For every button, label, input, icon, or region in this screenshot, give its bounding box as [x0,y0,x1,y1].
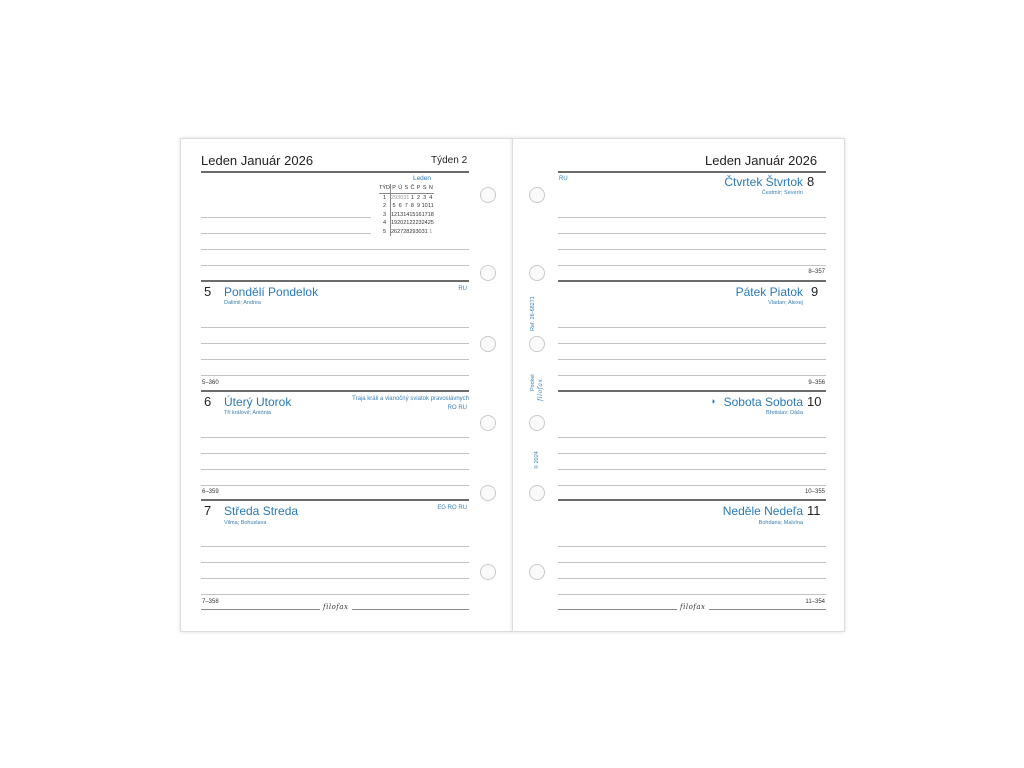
filofax-logo: filofax [320,603,352,611]
day-name: Úterý Utorok [224,395,292,409]
cal-day: 5 [392,203,396,209]
cal-day: 25 [427,220,434,226]
mini-calendar-grid [379,184,434,236]
cal-header-fri: P [416,185,421,191]
day-name: Čtvrtek Štvrtok [724,175,803,189]
name-days: Bohdana; Malvína [758,520,803,526]
week-label: Týden 2 [431,155,468,166]
cal-day: 21 [403,220,410,226]
country-codes: EG RO RU [437,505,467,511]
filofax-logo: filofax [677,603,709,611]
cal-day: 14 [403,211,410,218]
day-name: Pondělí Pondelok [224,285,319,299]
day-number: 7 [204,503,212,518]
cal-day: 7 [404,203,408,209]
cal-week-row [379,228,434,237]
spine-brand: Pocket [530,374,536,391]
country-codes: RO RU [447,405,467,411]
writing-line [201,265,469,266]
cal-header-mon: P [392,185,396,191]
writing-line [558,546,826,547]
cal-day: 31 [403,194,410,201]
cal-day: 30 [415,228,422,235]
day-number: 9 [811,284,819,299]
right-page [512,138,845,632]
writing-line [558,359,826,360]
name-days: Vilma; Bohuslava [224,520,267,526]
writing-line [201,327,469,328]
cal-week-number: 1 [379,193,391,202]
cal-week-row [379,202,434,211]
cal-day: 12 [391,211,398,218]
day-of-year: 11–354 [805,599,825,605]
day-of-year: 6–359 [202,489,219,495]
writing-line [201,578,469,579]
spine-ref: Ref. 26-68271 [530,296,536,331]
name-days: Dalimil; Andrea [224,300,261,306]
ring-hole [529,265,545,281]
name-days: Tři králové; Antónia [224,410,272,416]
day-of-year: 9–356 [808,380,825,386]
cal-week-row [379,211,434,220]
writing-line [201,485,469,486]
day-of-year: 5–360 [202,380,219,386]
ring-hole [480,564,496,580]
ring-hole [480,187,496,203]
writing-line [558,485,826,486]
writing-line [558,437,826,438]
cal-day: 28 [403,228,410,235]
writing-line [558,453,826,454]
cal-day: 17 [421,211,428,218]
left-page-title: Leden Január 2026 [201,153,314,168]
country-codes: RU [458,286,467,292]
day-divider [201,499,469,501]
writing-line [558,265,826,266]
writing-line [558,469,826,470]
cal-day: 9 [417,203,421,209]
cal-day: 20 [397,220,404,226]
cal-day: 4 [429,194,433,201]
cal-day: 26 [391,228,398,235]
right-page-title: Leden Január 2026 [705,153,818,168]
day-name: Středa Streda [224,504,299,518]
country-codes: RU [559,176,568,182]
writing-line [201,233,371,234]
day-number: 6 [204,394,212,409]
ring-hole [529,485,545,501]
day-divider [558,499,826,501]
cal-day: 23 [415,220,422,226]
cal-header-sat: S [422,185,427,191]
day-number: 10 [807,394,822,409]
ring-hole [480,485,496,501]
writing-line [558,217,826,218]
day-number: 5 [204,284,212,299]
day-divider [201,390,469,392]
cal-week-row [379,193,434,202]
cal-day: 31 [421,228,428,235]
cal-day: 27 [397,228,404,235]
cal-day: 16 [415,211,422,218]
ring-hole [529,187,545,203]
cal-day: 13 [397,211,404,218]
ring-hole [529,564,545,580]
cal-day: 18 [427,211,434,218]
cal-header-wed: S [404,185,409,191]
writing-line [558,375,826,376]
day-of-year: 8–357 [808,269,825,275]
day-name: Neděle Nedeľa [722,504,803,518]
day-of-year: 7–358 [202,599,219,605]
day-number: 8 [807,174,815,189]
cal-header-thu: Č [410,185,415,191]
ring-hole [480,265,496,281]
cal-week-number: 5 [379,228,391,237]
writing-line [201,359,469,360]
day-name: Pátek Piatok [735,285,803,299]
spine-copyright: © 2024 [534,451,540,469]
cal-day: 15 [409,211,416,218]
writing-line [558,594,826,595]
cal-day: 2 [417,194,421,201]
name-days: Čestmír; Severín [761,190,803,196]
cal-day: 10 [421,203,428,209]
mini-calendar-title: Leden [412,175,432,182]
cal-day: 19 [391,220,398,226]
cal-day: 29 [409,228,416,235]
spine-logo: filofax [537,378,544,401]
writing-line [201,546,469,547]
writing-line [558,578,826,579]
writing-line [201,249,469,250]
left-page [180,138,513,632]
ring-hole [480,415,496,431]
writing-line [201,469,469,470]
writing-line [201,217,371,218]
writing-line [201,343,469,344]
day-of-year: 10–355 [804,489,825,495]
cal-day: 30 [397,194,404,201]
cal-week-number: 4 [379,219,391,228]
name-days: Břetislav; Dáša [766,410,803,416]
header-rule [558,171,826,173]
cal-day: 1 [429,228,433,235]
writing-line [558,249,826,250]
ring-hole [480,336,496,352]
header-rule [201,171,469,173]
cal-day: 6 [398,203,402,209]
writing-line [558,343,826,344]
day-divider [558,390,826,392]
name-days: Vladan; Alexej [768,300,803,306]
writing-line [558,233,826,234]
day-divider [201,280,469,282]
day-number: 11 [807,503,821,518]
day-name: Sobota Sobota [723,395,803,409]
ring-hole [529,415,545,431]
writing-line [558,327,826,328]
writing-line [201,453,469,454]
cal-day: 24 [421,220,428,226]
day-divider [558,280,826,282]
writing-line [201,375,469,376]
writing-line [201,594,469,595]
cal-week-row [379,219,434,228]
holiday-text: Traja králi a vianočný sviatok pravoslávnych [352,396,469,402]
cal-week-number: 2 [379,202,391,211]
cal-day: 1 [410,194,414,201]
cal-header-tue: Ú [398,185,403,191]
cal-week-number: 3 [379,211,391,220]
moon-phase-icon: ◑ [710,396,716,406]
writing-line [201,437,469,438]
cal-day: 11 [427,203,434,209]
writing-line [201,562,469,563]
cal-day: 29 [391,194,398,201]
cal-day: 3 [423,194,427,201]
cal-header-sun: N [428,185,433,191]
cal-day: 22 [409,220,416,226]
cal-day: 8 [410,203,414,209]
writing-line [558,562,826,563]
cal-header-week: TÝD [379,185,390,191]
ring-hole [529,336,545,352]
